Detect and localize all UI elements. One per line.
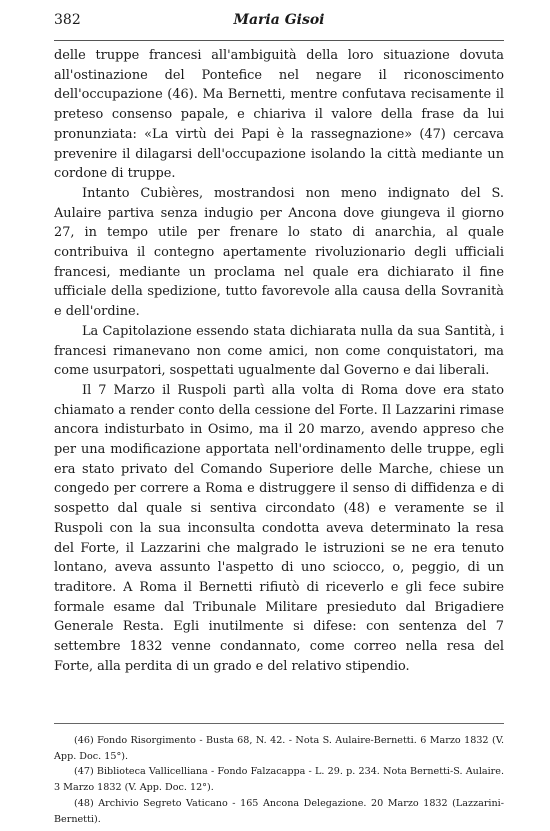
paragraph-2: Intanto Cubières, mostrandosi non meno indignato del S. Aulaire partiva senza indugio per Ancona dove giungeva il giorno 27, in tempo utile per frenare lo stato di anarchia, al quale contribuiva il contegno apertamente rivoluzionario degli ufficiali francesi, mediante un proclama nel quale era dichiarato il fine ufficiale della spedizione, tutto favorevole alla causa della Sovranità e dell'ordine. (54, 185, 504, 320)
page-header (54, 10, 504, 34)
footnote-47: (47) Biblioteca Vallicelliana - Fondo Falzacappa - L. 29. p. 234. Nota Bernetti-S. Aulaire. 3 Marzo 1832 (V. App. Doc. 12°). (54, 766, 504, 794)
header-rule (54, 40, 504, 41)
running-head: Maria Gisoi (233, 12, 325, 28)
paragraph-4: Il 7 Marzo il Ruspoli partì alla volta di Roma dove era stato chiamato a render conto della cessione del Forte. Il Lazzarini rimase ancora indisturbato in Osimo, ma il 20 marzo, avendo appreso che per una modificazione apportata nell'ordinamento delle truppe, egli era stato privato del Comando Superiore delle Marche, chiese un congedo per correre a Roma e distruggere il senso di diffidenza e di sospetto dal quale si sentiva circondato (48) e veramente se il Ruspoli con la sua inconsulta condotta aveva determinato la resa del Forte, il Lazzarini che malgrado le istruzioni se ne era tenuto lontano, aveva assunto l'aspetto di uno sciocco, o, peggio, di un traditore. A Roma il Bernetti rifiutò di riceverlo e gli fece subire formale esame dal Tribunale Militare presieduto dal Brigadiere Generale Resta. Egli inutilmente si difese: con sentenza del 7 settembre 1832 venne condannato, come correo nella resa del Forte, alla perdita di un grado e del relativo stipendio. (54, 382, 504, 674)
footnote-48: (48) Archivio Segreto Vaticano - 165 Ancona Delegazione. 20 Marzo 1832 (Lazzarini-Bernetti). (54, 797, 504, 825)
paragraph-1: delle truppe francesi all'ambiguità della loro situazione dovuta all'ostinazione del Pontefice nel negare il riconoscimento dell'occupazione (46). Ma Bernetti, mentre confutava recisamente il preteso consenso papale, e chiariva il valore della frase da lui pronunziata: «La virtù dei Papi è la rassegnazione» (47) cercava prevenire il dilagarsi dell'occupazione isolando la città mediante un cordone di truppe. (54, 48, 504, 182)
footnote-rule (54, 723, 504, 724)
footnotes (54, 733, 504, 827)
page-number: 382 (54, 12, 81, 28)
body-text (54, 46, 504, 677)
paragraph-3: La Capitolazione essendo stata dichiarata nulla da sua Santità, i francesi rimanevano non come amici, non come conquistatori, ma come usurpatori, sospettati ugualmente dal Governo e dai liberali. (54, 323, 504, 379)
footnote-46: (46) Fondo Risorgimento - Busta 68, N. 42. - Nota S. Aulaire-Bernetti. 6 Marzo 1832 (V. App. Doc. 15°). (54, 735, 504, 762)
